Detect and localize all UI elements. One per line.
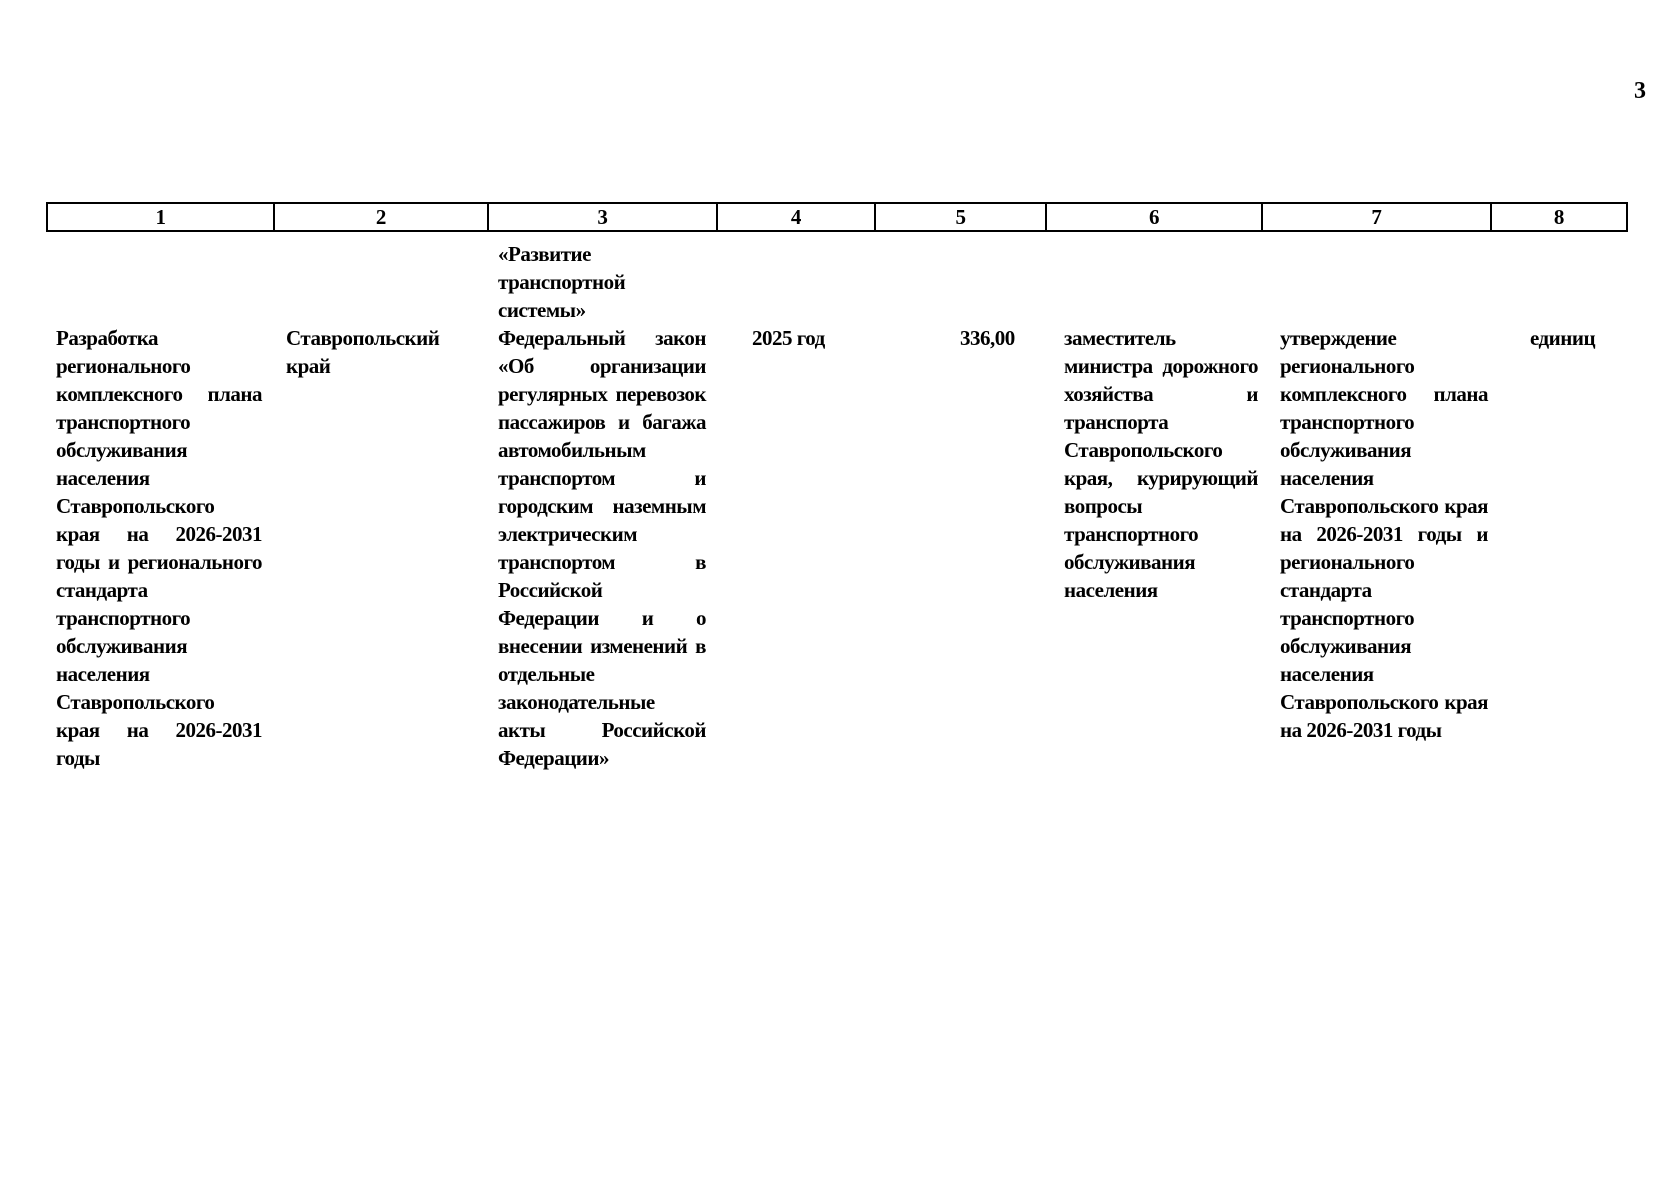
page-number: 3 (1634, 78, 1646, 104)
cell-col5-amount: 336,00 (960, 326, 1015, 350)
table-header-row (46, 202, 1628, 232)
cell-col3-continuation: «Развитие транспортной системы» (498, 242, 626, 322)
cell-col7-result: утверждение регионального комплексного плана транспортного обслуживания населения Ставропольского края на 2026-2031 годы и регионального стандарта транспортного обслуживания населения Ставропольского края на 2026-2031 годы (1280, 326, 1488, 742)
column-header-7: 7 (1263, 204, 1492, 230)
cell-col6-responsible: заместитель министра дорожного хозяйства и транспорта Ставропольского края, курирующий вопросы транспортного обслуживания населения (1064, 326, 1258, 602)
column-header-5: 5 (876, 204, 1048, 230)
column-header-6: 6 (1047, 204, 1262, 230)
cell-col3-legal-basis: Федеральный закон «Об организации регулярных перевозок пассажиров и багажа автомобильным транспортом и городским наземным электрическим транспортом в Российской Федерации и о внесении изменений в отдельные законодательные акты Российской Федерации» (498, 326, 706, 770)
column-header-8: 8 (1553, 204, 1565, 229)
column-header-2: 2 (275, 204, 488, 230)
column-header-4: 4 (718, 204, 876, 230)
cell-col8-unit: единиц (1530, 326, 1596, 350)
cell-col2-territory: Ставропольский край (286, 326, 440, 378)
column-header-1: 1 (48, 204, 275, 230)
column-header-3: 3 (489, 204, 718, 230)
cell-col1-measure-name: Разработка регионального комплексного плана транспортного обслуживания населения Ставропольского края на 2026-2031 годы и регионального стандарта транспортного обслуживания населения Ставропольского края на 2026-2031 годы (56, 326, 262, 770)
cell-col4-deadline: 2025 год (752, 326, 825, 350)
